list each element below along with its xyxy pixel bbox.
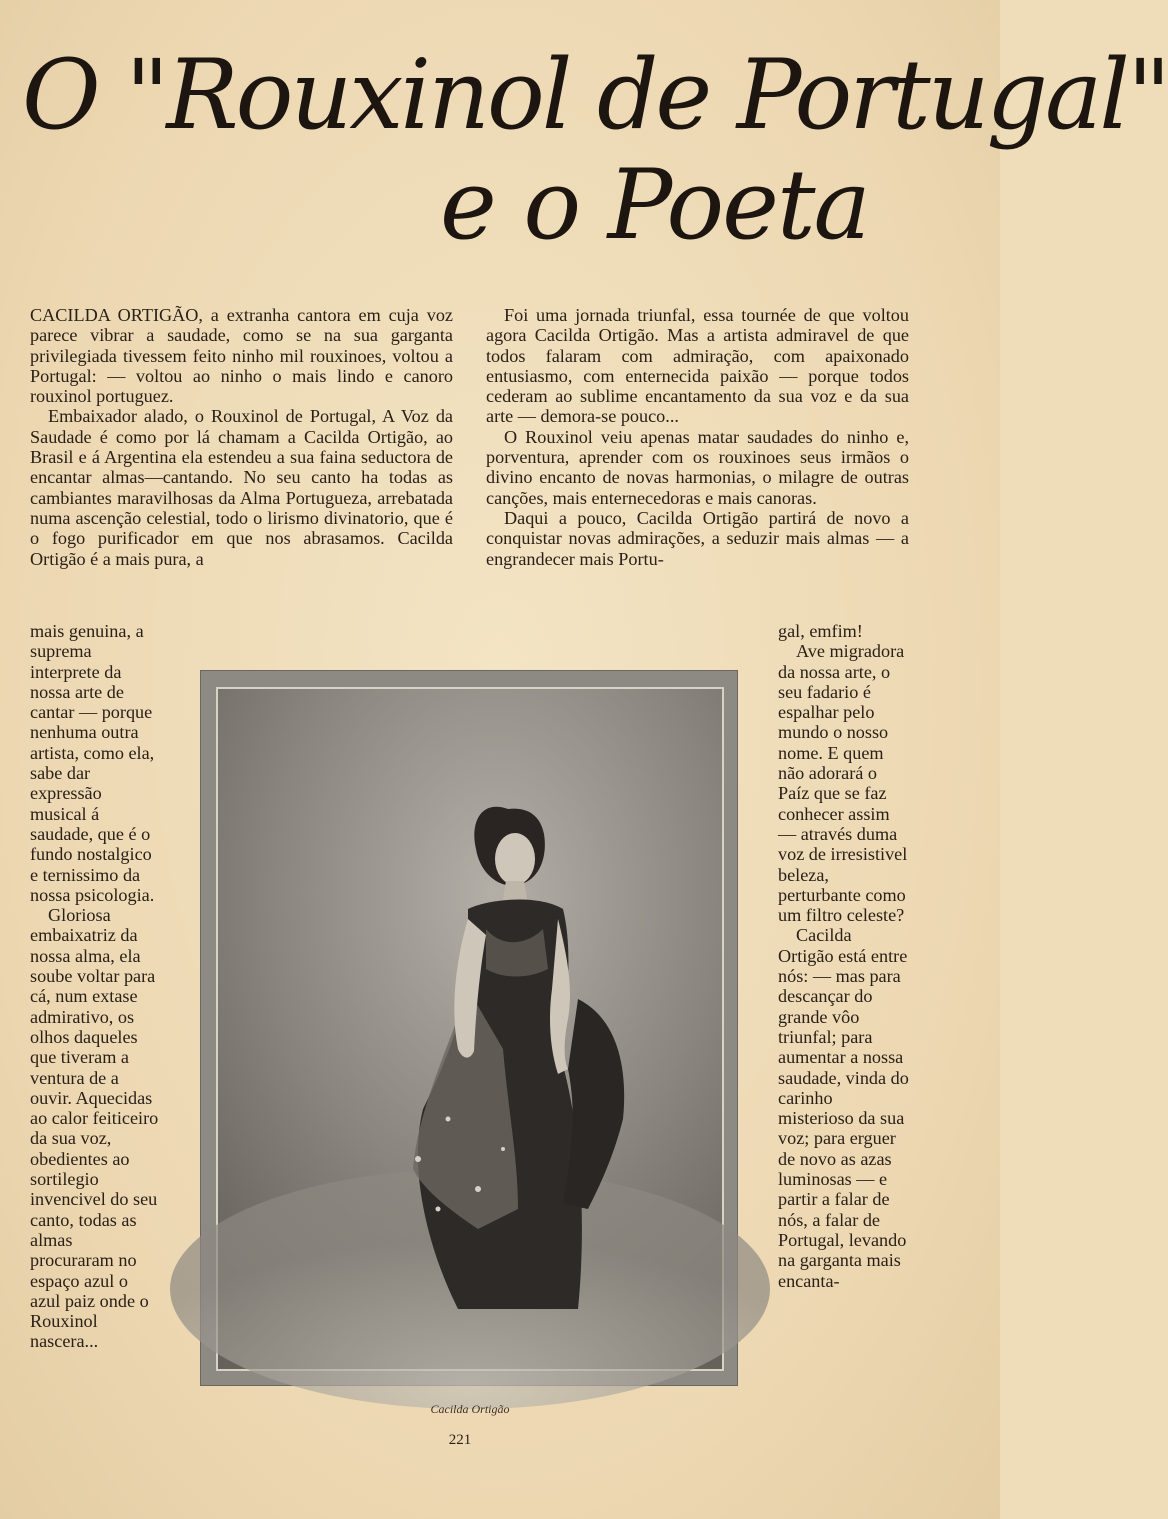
article-paragraph: Cacilda Ortigão está entre nós: — mas para descançar do grande vôo triunfal; para aumentar a nossa saudade, vinda do carinho misterioso da sua voz; para erguer de novo as azas luminosas — e partir a falar de nós, a falar de Portugal, levando na garganta mais encanta-	[778, 925, 909, 1291]
portrait-illustration	[218, 689, 722, 1369]
article-column-left-top	[30, 305, 453, 569]
article-column-right-top	[486, 305, 909, 569]
page-number: 221	[448, 1432, 472, 1448]
article-title-line2: e o Poeta	[440, 149, 869, 261]
article-paragraph: Daqui a pouco, Cacilda Ortigão partirá de novo a conquistar novas admirações, a seduzir mais almas — a engrandecer mais Portu-	[486, 507, 909, 569]
portrait-photo	[216, 687, 724, 1371]
article-paragraph: mais genuina, a suprema interprete da nossa arte de cantar — porque nenhuma outra artista, como ela, sabe dar expressão musical á saudade, que é o fundo nostalgico e ternissimo da nossa psicologia.	[30, 621, 155, 905]
article-column-right-narrow	[778, 621, 909, 1291]
portrait-photo-frame	[200, 670, 738, 1386]
article-column-left-narrow	[30, 621, 160, 1352]
photo-caption: Cacilda Ortigão	[430, 1402, 510, 1416]
article-paragraph: O Rouxinol veiu apenas matar saudades do ninho e, porventura, aprender com os rouxinoes seus irmãos o divino encanto de novas harmonias, o milagre de outras canções, mais enternecedoras e mais canoras.	[486, 426, 909, 508]
article-paragraph: gal, emfim!	[778, 621, 863, 641]
article-paragraph: Foi uma jornada triunfal, essa tournée de que voltou agora Cacilda Ortigão. Mas a artista admiravel de que todos falaram com admiração, com apaixonado entusiasmo, com enternecida paixão — porque todos cederam ao sublime encantamento da sua voz e da sua arte — demora-se pouco...	[486, 305, 909, 427]
article-paragraph: CACILDA ORTIGÃO, a extranha cantora em cuja voz parece vibrar a saudade, como se na sua garganta privilegiada tivessem feito ninho mil rouxinoes, voltou a Portugal: — voltou ao ninho o mais lindo e canoro rouxinol portuguez.	[30, 305, 453, 407]
article-paragraph: Gloriosa embaixatriz da nossa alma, ela soube voltar para cá, num extase admirativo, os olhos daqueles que tiveram a ventura de a ouvir. Aquecidas ao calor feiticeiro da sua voz, obedientes ao sortilegio invencivel do seu canto, todas as almas procuraram no espaço azul o azul paiz onde o Rouxinol nascera...	[30, 905, 159, 1352]
article-paragraph: Embaixador alado, o Rouxinol de Portugal, A Voz da Saudade é como por lá chamam a Cacilda Ortigão, ao Brasil e á Argentina ela estendeu a sua faina seductora de encantar almas—cantando. No seu canto ha todas as cambiantes maravilhosas da Alma Portugueza, arrebatada numa ascenção celestial, todo o lirismo divinatorio, que é o fogo purificador em que nos abrasamos. Cacilda Ortigão é a mais pura, a	[30, 406, 453, 569]
article-title-line1: O "Rouxinol de Portugal"	[22, 39, 1168, 151]
article-paragraph: Ave migradora da nossa arte, o seu fadario é espalhar pelo mundo o nosso nome. E quem não adorará o Paíz que se faz conhecer assim — através duma voz de irresistivel beleza, perturbante como um filtro celeste?	[778, 641, 908, 926]
